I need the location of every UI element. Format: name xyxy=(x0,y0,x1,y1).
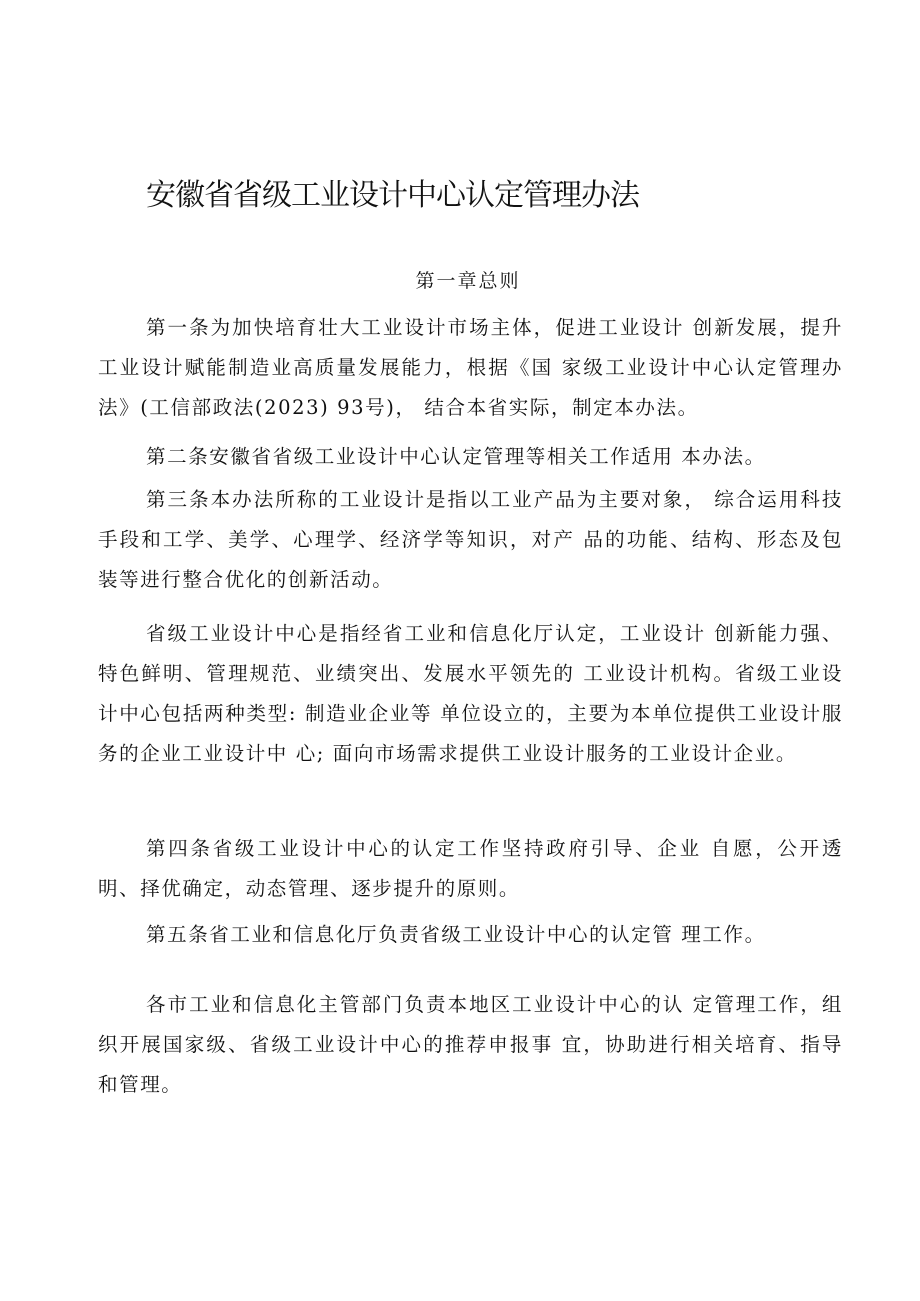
document-title: 安徽省省级工业设计中心认定管理办法 xyxy=(146,178,639,213)
article-2-paragraph: 第二条安徽省省级工业设计中心认定管理等相关工作适用 本办法。 xyxy=(146,445,766,468)
article-5-paragraph: 第五条省工业和信息化厅负责省级工业设计中心的认定管 理工作。 xyxy=(146,923,766,946)
chapter-heading: 第一章总则 xyxy=(415,270,521,292)
article-3-definition-paragraph: 省级工业设计中心是指经省工业和信息化厅认定，工业设计 创新能力强、特色鲜明、管理规范、业绩突出、发展水平领先的 工业设计机构。省级工业设计中心包括两种类型: 制造业企业等 单位设立的，主要为本单位提供工业设计服务的企业工业设计中 心; 面向市场需求提供工业设计服务的工业设计企业。 xyxy=(98,622,843,765)
article-3-paragraph: 第三条本办法所称的工业设计是指以工业产品为主要对象， 综合运用科技手段和工学、美学、心理学、经济学等知识，对产 品的功能、结构、形态及包装等进行整合优化的创新活动。 xyxy=(98,488,843,591)
article-1-paragraph: 第一条为加快培育壮大工业设计市场主体，促进工业设计 创新发展，提升工业设计赋能制造业高质量发展能力，根据《国 家级工业设计中心认定管理办法》(工信部政法(2023) 93号)， 结合本省实际，制定本办法。 xyxy=(98,316,843,419)
article-4-paragraph: 第四条省级工业设计中心的认定工作坚持政府引导、企业 自愿，公开透明、择优确定，动态管理、逐步提升的原则。 xyxy=(98,837,843,900)
article-5-local-paragraph: 各市工业和信息化主管部门负责本地区工业设计中心的认 定管理工作，组织开展国家级、省级工业设计中心的推荐申报事 宜，协助进行相关培育、指导和管理。 xyxy=(98,993,843,1096)
